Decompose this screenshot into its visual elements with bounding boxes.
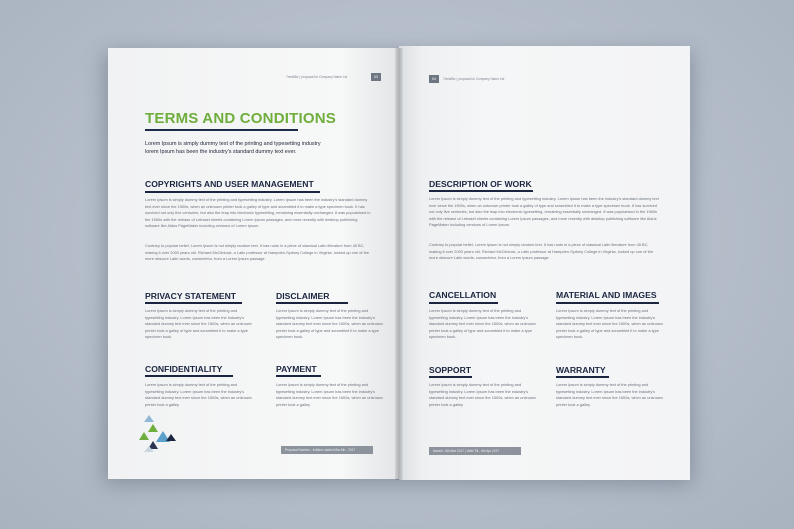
support-text: Lorem Ipsum is simply dummy text of the printing and typesetting industry. Lorem Ipsum has been the industry's standard dummy text ever since the 1500s, when an unknown printer took a galley bbox=[429, 382, 536, 407]
payment-heading: PAYMENT bbox=[276, 364, 317, 374]
confidentiality-underline bbox=[145, 375, 233, 377]
confidentiality-heading: CONFIDENTIALITY bbox=[145, 364, 223, 374]
material-text: Lorem Ipsum is simply dummy text of the printing and typesetting industry. Lorem Ipsum has been the industry's standard dummy text ever since the 1500s, when an unknown printer took a galley of type and scrambled it to make a type specimen book. bbox=[556, 308, 663, 339]
confidentiality-text: Lorem Ipsum is simply dummy text of the printing and typesetting industry. Lorem Ipsum has been the industry's standard dummy text ever since the 1500s, when an unknown printer took a galley bbox=[145, 382, 252, 407]
cancellation-heading: CANCELLATION bbox=[429, 290, 497, 300]
spine-gutter bbox=[395, 48, 403, 480]
cancellation-text: Lorem Ipsum is simply dummy text of the printing and typesetting industry. Lorem Ipsum has been the industry's standard dummy text ever since the 1500s, when an unknown printer took a galley of type and scrambled it to make a type specimen book. bbox=[429, 308, 536, 339]
page-title: TERMS AND CONDITIONS bbox=[145, 110, 336, 127]
left-page bbox=[108, 48, 399, 479]
material-underline bbox=[556, 302, 659, 304]
support-heading: SOPPORT bbox=[429, 365, 472, 375]
copyrights-paragraph-2: Contrary to popular belief, Lorem Ipsum is not simply random text. It has roots in a piece of classical Latin literature from 45 BC, making it over 2000 years old. Richard McClintock, a Latin professor at Hampden-Sydney College in Virginia, looked up one of the more obscure Latin words, consectetur, from a Lorem Ipsum passage. bbox=[145, 243, 369, 261]
right-footer-bar: Issued - 6th Mar 2017 | Valid Till - 6th Apr 2017 bbox=[429, 447, 521, 455]
description-underline bbox=[429, 190, 533, 192]
privacy-text: Lorem Ipsum is simply dummy text of the printing and typesetting industry. Lorem Ipsum has been the industry's standard dummy text ever since the 1500s, when an unknown printer took a galley of type and scrambled it to make a type specimen book. bbox=[145, 308, 252, 339]
material-heading: MATERIAL AND IMAGES bbox=[556, 290, 657, 300]
description-paragraph-2: Contrary to popular belief, Lorem Ipsum is not simply random text. It has roots in a piece of classical Latin literature from 45 BC, making it over 2000 years old. Richard McClintock, a Latin professor at Hampden-Sydney College in Virginia, looked up one of the more obscure Latin words, consectetur, from a Lorem Ipsum passage. bbox=[429, 242, 653, 260]
disclaimer-underline bbox=[276, 302, 348, 304]
copyrights-heading: COPYRIGHTS AND USER MANAGEMENT bbox=[145, 179, 314, 189]
payment-text: Lorem Ipsum is simply dummy text of the printing and typesetting industry. Lorem Ipsum has been the industry's standard dummy text ever since the 1500s, when an unknown printer took a galley bbox=[276, 382, 383, 407]
disclaimer-text: Lorem Ipsum is simply dummy text of the printing and typesetting industry. Lorem Ipsum has been the industry's standard dummy text ever since the 1500s, when an unknown printer took a galley of type and scrambled it to make a type specimen book. bbox=[276, 308, 383, 339]
intro-text: Lorem Ipsum is simply dummy text of the printing and typesetting industry lorem Ipsum has been the industry's standard dummy text ever. bbox=[145, 141, 321, 155]
left-page-number: 03 bbox=[371, 73, 381, 81]
title-underline bbox=[145, 129, 298, 131]
warranty-heading: WARRANTY bbox=[556, 365, 606, 375]
privacy-underline bbox=[145, 302, 242, 304]
right-page bbox=[399, 46, 690, 480]
description-paragraph-1: Lorem Ipsum is simply dummy text of the printing and typesetting industry. Lorem Ipsum has been the industry's standard dummy text ever since the 1500s, when an unknown printer took a galley of type and scrambled it to make a type specimen book. It has survived not only five centuries, but also the leap into electronic typesetting, remaining essentially unchanged. It was popularised in the 1960s with the release of Letraset sheets containing Lorem Ipsum passages, and more recently with desktop publishing software like Aldus PageMaker including versions of Lorem Ipsum. bbox=[429, 196, 659, 227]
copyrights-underline bbox=[145, 191, 320, 193]
warranty-underline bbox=[556, 376, 609, 378]
right-page-number: 04 bbox=[429, 75, 439, 83]
privacy-heading: PRIVACY STATEMENT bbox=[145, 291, 237, 301]
copyrights-paragraph-1: Lorem Ipsum is simply dummy text of the printing and typesetting industry. Lorem Ipsum has been the industry's standard dummy text ever since the 1500s, when an unknown printer took a galley of type and scrambled it to make a type specimen book. It has survived not only five centuries, but also the leap into electronic typesetting, remaining essentially unchanged. It was popularised in the 1960s with the release of Letraset sheets containing Lorem Ipsum passages, and more recently with desktop publishing software like Aldus PageMaker including versions of Lorem Ipsum. bbox=[145, 197, 371, 228]
cancellation-underline bbox=[429, 302, 498, 304]
left-page-header: TrendBiz | proposal for Company Name Ltd bbox=[286, 75, 348, 79]
right-page-header: TrendBiz | proposal for Company Name Ltd bbox=[443, 77, 505, 81]
disclaimer-heading: DISCLAIMER bbox=[276, 291, 330, 301]
payment-underline bbox=[276, 375, 321, 377]
left-footer-bar: Proposal Number - 4v8bmx added Mar 6th - 2017 bbox=[281, 446, 373, 454]
warranty-text: Lorem Ipsum is simply dummy text of the printing and typesetting industry. Lorem Ipsum has been the industry's standard dummy text ever since the 1500s, when an unknown printer took a galley bbox=[556, 382, 663, 407]
description-heading: DESCRIPTION OF WORK bbox=[429, 179, 532, 189]
support-underline bbox=[429, 376, 472, 378]
